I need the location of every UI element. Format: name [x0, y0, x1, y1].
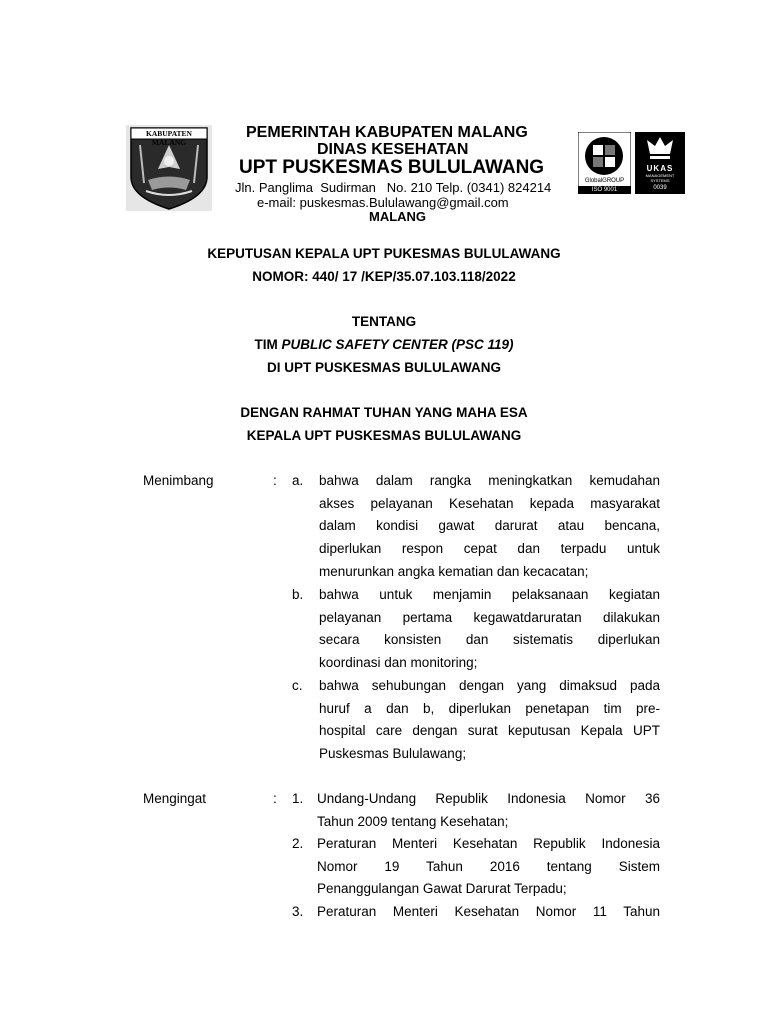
- letterhead-email: e-mail: puskesmas.Bululawang@gmail.com: [257, 195, 509, 210]
- item-marker: 2.: [292, 836, 304, 851]
- text-line: Nomor 19 Tahun 2016 tentang Sistem: [317, 858, 660, 874]
- item-marker: b.: [292, 587, 304, 602]
- letterhead-address: Jln. Panglima Sudirman No. 210 Telp. (0341) 824214: [235, 180, 552, 195]
- mengingat-item-2: [317, 833, 660, 901]
- text-line: hospital care dengan surat keputusan Kepala UPT: [319, 723, 660, 739]
- decree-number: NOMOR: 440/ 17 /KEP/35.07.103.118/2022: [252, 269, 516, 284]
- text-line: Tahun 2009 tentang Kesehatan;: [317, 813, 509, 829]
- letterhead-line3: UPT PUSKESMAS BULULAWANG: [239, 157, 545, 178]
- item-marker: c.: [292, 678, 303, 693]
- item-marker: 1.: [292, 791, 304, 806]
- text-line: Penanggulangan Gawat Darurat Terpadu;: [317, 881, 567, 897]
- mengingat-colon: :: [273, 791, 277, 806]
- text-line: koordinasi dan monitoring;: [319, 655, 478, 671]
- ukas-logo-name: UKAS: [646, 164, 674, 173]
- logo-banner-text: KABUPATEN MALANG: [146, 129, 192, 147]
- menimbang-colon: :: [273, 473, 277, 488]
- item-marker: 3.: [292, 904, 304, 919]
- menimbang-item-a: [319, 470, 660, 584]
- subject-italic: PUBLIC SAFETY CENTER (PSC 119): [281, 337, 514, 352]
- decree-subject-line2: DI UPT PUSKESMAS BULULAWANG: [266, 360, 501, 375]
- text-line: pelayanan pertama kegawatdaruratan dilakukan: [319, 609, 660, 625]
- decree-subject: [0, 337, 768, 352]
- text-line: akses pelayanan Kesehatan kepada masyarakat: [319, 495, 660, 511]
- head-title: KEPALA UPT PUSKESMAS BULULAWANG: [246, 428, 522, 443]
- item-marker: a.: [292, 473, 304, 488]
- text-line: menurunkan angka kematian dan kecacatan;: [319, 563, 589, 579]
- menimbang-item-b: [319, 584, 660, 675]
- mengingat-label: Mengingat: [143, 791, 207, 806]
- text-line: Undang-Undang Republik Indonesia Nomor 36: [317, 791, 660, 806]
- mengingat-item-1: [317, 788, 660, 833]
- subject-prefix: TIM: [254, 337, 282, 352]
- ukas-logo-number: 0039: [653, 185, 667, 191]
- text-line: bahwa untuk menjamin pelaksanaan kegiatan: [319, 587, 660, 602]
- text-line: bahwa dalam rangka meningkatkan kemudahan: [319, 473, 660, 488]
- regency-logo: [126, 125, 212, 211]
- menimbang-label: Menimbang: [143, 473, 214, 488]
- letterhead-line1: PEMERINTAH KABUPATEN MALANG: [246, 124, 528, 141]
- letterhead-line2: DINAS KESEHATAN: [317, 141, 469, 158]
- text-line: huruf a dan b, diperlukan penetapan tim pre-: [319, 700, 660, 716]
- ukas-logo-sub: MANAGEMENT SYSTEMS: [645, 173, 675, 183]
- iso-certification-logo: [578, 132, 631, 194]
- text-line: secara konsisten dan sistematis diperlukan: [319, 632, 660, 648]
- iso-logo-name: GlobalGROUP: [584, 178, 625, 184]
- text-line: bahwa sehubungan dengan yang dimaksud pada: [319, 678, 660, 693]
- text-line: diperlukan respon cepat dan terpadu untuk: [319, 541, 660, 557]
- decree-title: KEPUTUSAN KEPALA UPT PUKESMAS BULULAWANG: [207, 246, 561, 261]
- mengingat-item-3: [317, 901, 660, 924]
- ukas-certification-logo: [635, 132, 685, 194]
- letterhead-city: MALANG: [369, 209, 427, 224]
- text-line: dalam kondisi gawat darurat atau bencana,: [319, 518, 660, 534]
- blessing-line: DENGAN RAHMAT TUHAN YANG MAHA ESA: [240, 405, 528, 420]
- menimbang-item-c: [319, 675, 660, 766]
- iso-logo-standard: ISO 9001: [591, 187, 618, 193]
- text-line: Puskesmas Bululawang;: [319, 746, 467, 762]
- text-line: Peraturan Menteri Kesehatan Republik Indonesia: [317, 836, 660, 851]
- text-line: Peraturan Menteri Kesehatan Nomor 11 Tahun: [317, 904, 660, 919]
- tentang-heading: TENTANG: [351, 314, 417, 329]
